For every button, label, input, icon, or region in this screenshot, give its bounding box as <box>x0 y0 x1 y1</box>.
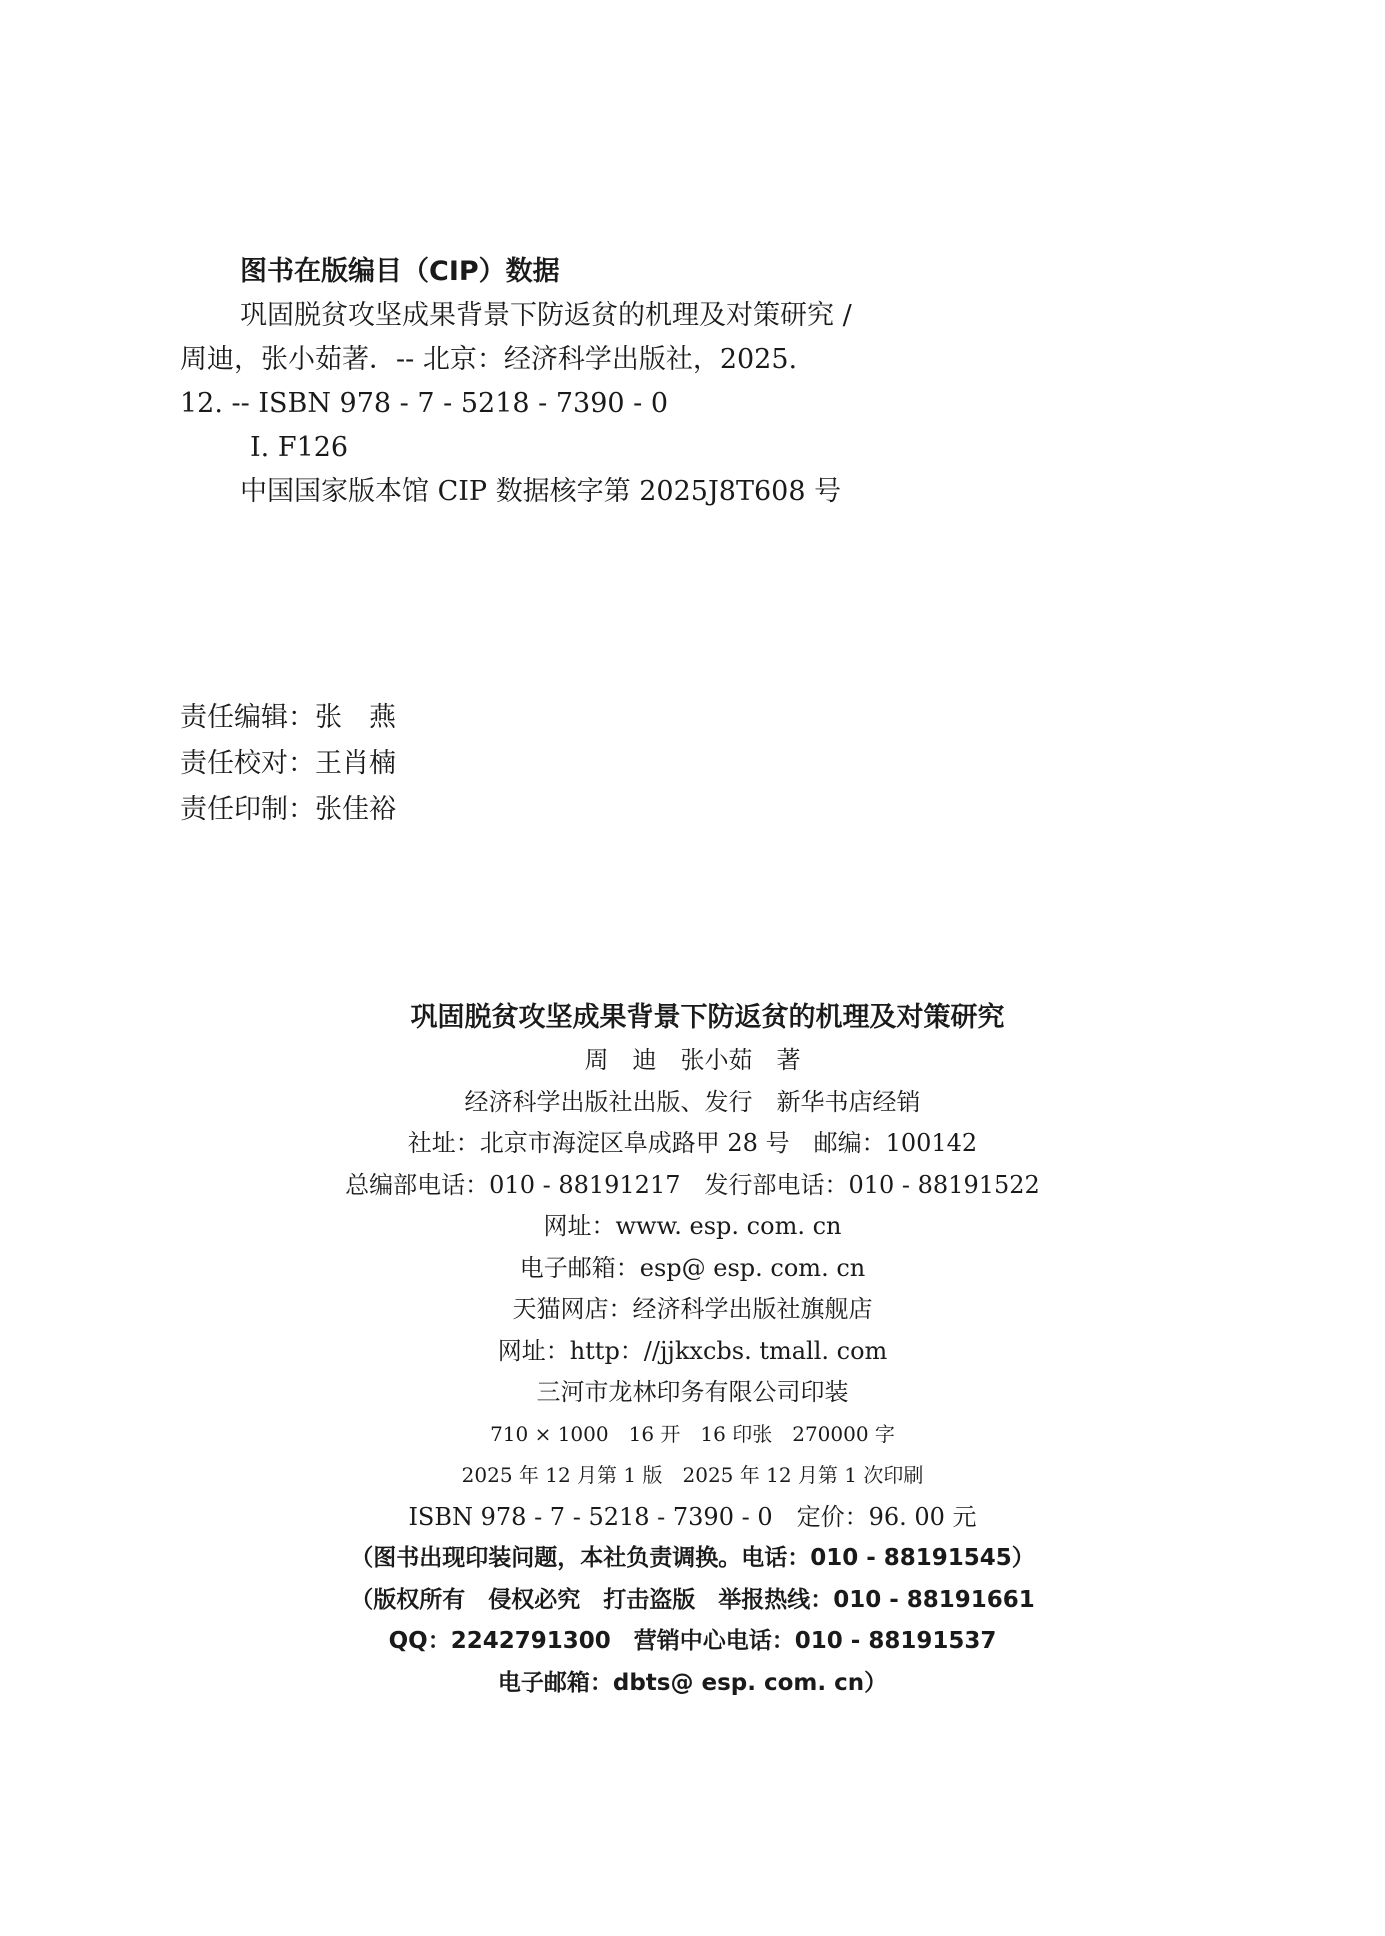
responsible-staff-block <box>180 695 396 833</box>
copyright-notice: （版权所有 侵权必究 打击盗版 举报热线：010 - 88191661 <box>350 1586 1035 1613</box>
email-line: 电子邮箱：esp@ esp. com. cn <box>519 1253 866 1282</box>
printer-line: 三河市龙林印务有限公司印装 <box>536 1378 849 1406</box>
cip-data-block <box>180 250 940 514</box>
cip-title-line: 巩固脱贫攻坚成果背景下防返贫的机理及对策研究 / <box>240 300 852 331</box>
address-line: 社址：北京市海淀区阜成路甲 28 号 邮编：100142 <box>407 1129 978 1157</box>
qq-marketing-notice: QQ：2242791300 营销中心电话：010 - 88191537 <box>388 1628 997 1654</box>
responsible-proofreader: 责任校对：王肖楠 <box>180 748 396 779</box>
tmall-url-line: 网址：http：//jjkxcbs. tmall. com <box>497 1336 888 1365</box>
isbn-price-line: ISBN 978 - 7 - 5218 - 7390 - 0 定价：96. 00 元 <box>408 1502 977 1531</box>
responsible-printing: 责任印制：张佳裕 <box>180 794 396 825</box>
piracy-email-notice: 电子邮箱：dbts@ esp. com. cn） <box>497 1669 888 1696</box>
cip-heading: 图书在版编目（CIP）数据 <box>240 256 560 287</box>
publisher-line: 经济科学出版社出版、发行 新华书店经销 <box>464 1087 921 1116</box>
cip-record-number-line: 中国国家版本馆 CIP 数据核字第 2025J8T608 号 <box>240 476 842 507</box>
tmall-store-line: 天猫网店：经济科学出版社旗舰店 <box>512 1295 873 1323</box>
edition-line: 2025 年 12 月第 1 版 2025 年 12 月第 1 次印刷 <box>461 1463 924 1487</box>
cip-isbn-line: 12. -- ISBN 978 - 7 - 5218 - 7390 - 0 <box>180 388 669 419</box>
website-line: 网址：www. esp. com. cn <box>543 1212 842 1240</box>
format-line: 710 × 1000 16 开 16 印张 270000 字 <box>490 1421 895 1446</box>
cip-classification-line: Ⅰ. F126 <box>250 432 349 463</box>
printing-issue-notice: （图书出现印装问题，本社负责调换。电话：010 - 88191545） <box>350 1545 1035 1571</box>
phone-line: 总编部电话：010 - 88191217 发行部电话：010 - 88191522 <box>345 1170 1040 1199</box>
responsible-editor: 责任编辑：张 燕 <box>180 702 396 733</box>
colophon-block <box>0 996 1385 1704</box>
book-authors: 周 迪 张小茹 著 <box>584 1046 801 1074</box>
book-title: 巩固脱贫攻坚成果背景下防返贫的机理及对策研究 <box>410 1002 1005 1033</box>
cip-author-line: 周迪，张小茹著．-- 北京：经济科学出版社，2025. <box>180 344 798 375</box>
